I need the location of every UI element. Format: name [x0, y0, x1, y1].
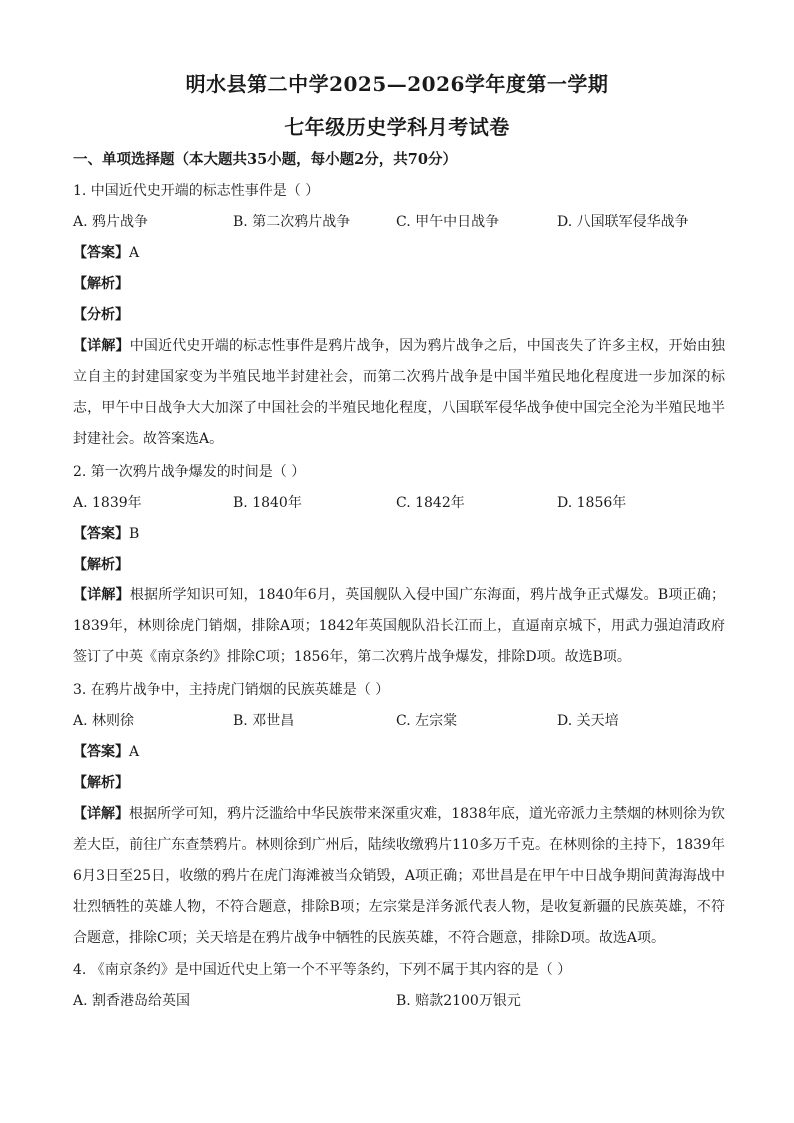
detail-text: 根据所学可知，鸦片泛滥给中华民族带来深重灾难，1838年底，道光帝派力主禁烟的林则徐为钦差大臣，前往广东查禁鸦片。林则徐到广州后，陆续收缴鸦片110多万千克。在林则徐的主持下，1839年6月3日至25日，收缴的鸦片在虎门海滩被当众销毁，A项正确；邓世昌是在甲午中日战争期间黄海海战中壮烈牺牲的英雄人物，不符合题意，排除B项；左宗棠是洋务派代表人物，是收复新疆的民族英雄，不符合题意，排除C项；关天培是在鸦片战争中牺牲的民族英雄，不符合题意，排除D项。故选A项。	[73, 806, 726, 946]
question-3-stem: 3. 在鸦片战争中，主持虎门销烟的民族英雄是（ ）	[73, 682, 390, 698]
q3-detail	[73, 799, 725, 954]
q2-option-d: D. 1856年	[557, 495, 627, 511]
q1-detail	[73, 331, 725, 455]
question-4-stem: 4. 《南京条约》是中国近代史上第一个不平等条约，下列不属于其内容的是（ ）	[73, 962, 572, 978]
q1-fenxi-label: 【分析】	[73, 307, 129, 323]
q1-option-d: D. 八国联军侵华战争	[557, 214, 689, 230]
answer-value: A	[129, 245, 140, 261]
q3-answer	[73, 742, 139, 762]
q4-option-a: A. 割香港岛给英国	[73, 993, 191, 1009]
answer-value: A	[129, 744, 140, 760]
q2-option-a: A. 1839年	[73, 495, 142, 511]
question-1-stem: 1. 中国近代史开端的标志性事件是（ ）	[73, 183, 320, 199]
q1-option-a: A. 鸦片战争	[73, 214, 149, 230]
answer-label: 【答案】	[73, 744, 129, 760]
q3-analysis-label: 【解析】	[73, 775, 129, 791]
q2-option-b: B. 1840年	[233, 495, 302, 511]
question-2-stem: 2. 第一次鸦片战争爆发的时间是（ ）	[73, 464, 306, 480]
detail-text: 中国近代史开端的标志性事件是鸦片战争，因为鸦片战争之后，中国丧失了许多主权，开始由独立自主的封建国家变为半殖民地半封建社会，而第二次鸦片战争是中国半殖民地化程度进一步加深的标志，甲午中日战争大大加深了中国社会的半殖民地化程度，八国联军侵华战争使中国完全沦为半殖民地半封建社会。故答案选A。	[73, 338, 726, 447]
q1-option-c: C. 甲午中日战争	[396, 214, 500, 230]
q3-option-d: D. 关天培	[557, 713, 619, 729]
q1-analysis-label: 【解析】	[73, 276, 129, 292]
q4-option-b: B. 赔款2100万银元	[396, 993, 521, 1009]
q3-option-b: B. 邓世昌	[233, 713, 295, 729]
detail-text: 根据所学知识可知，1840年6月，英国舰队入侵中国广东海面，鸦片战争正式爆发。B项正确；1839年，林则徐虎门销烟，排除A项；1842年英国舰队沿长江而上，直逼南京城下，用武力强迫清政府签订了中英《南京条约》排除C项；1856年，第二次鸦片战争爆发，排除D项。故选B项。	[73, 587, 726, 665]
section-heading: 一、单项选择题（本大题共35小题，每小题2分，共70分）	[73, 151, 457, 168]
q3-option-c: C. 左宗棠	[396, 713, 458, 729]
detail-label: 【详解】	[73, 806, 130, 822]
answer-value: B	[129, 526, 140, 542]
q2-answer	[73, 524, 139, 544]
answer-label: 【答案】	[73, 526, 129, 542]
q2-analysis-label: 【解析】	[73, 557, 129, 573]
q3-option-a: A. 林则徐	[73, 713, 135, 729]
q1-option-b: B. 第二次鸦片战争	[233, 214, 351, 230]
detail-label: 【详解】	[73, 338, 130, 354]
q1-answer	[73, 243, 139, 263]
exam-title: 明水县第二中学2025—2026学年度第一学期	[185, 72, 609, 96]
detail-label: 【详解】	[73, 587, 130, 603]
exam-subtitle: 七年级历史学科月考试卷	[284, 115, 510, 139]
q2-detail	[73, 580, 725, 673]
answer-label: 【答案】	[73, 245, 129, 261]
q2-option-c: C. 1842年	[396, 495, 465, 511]
